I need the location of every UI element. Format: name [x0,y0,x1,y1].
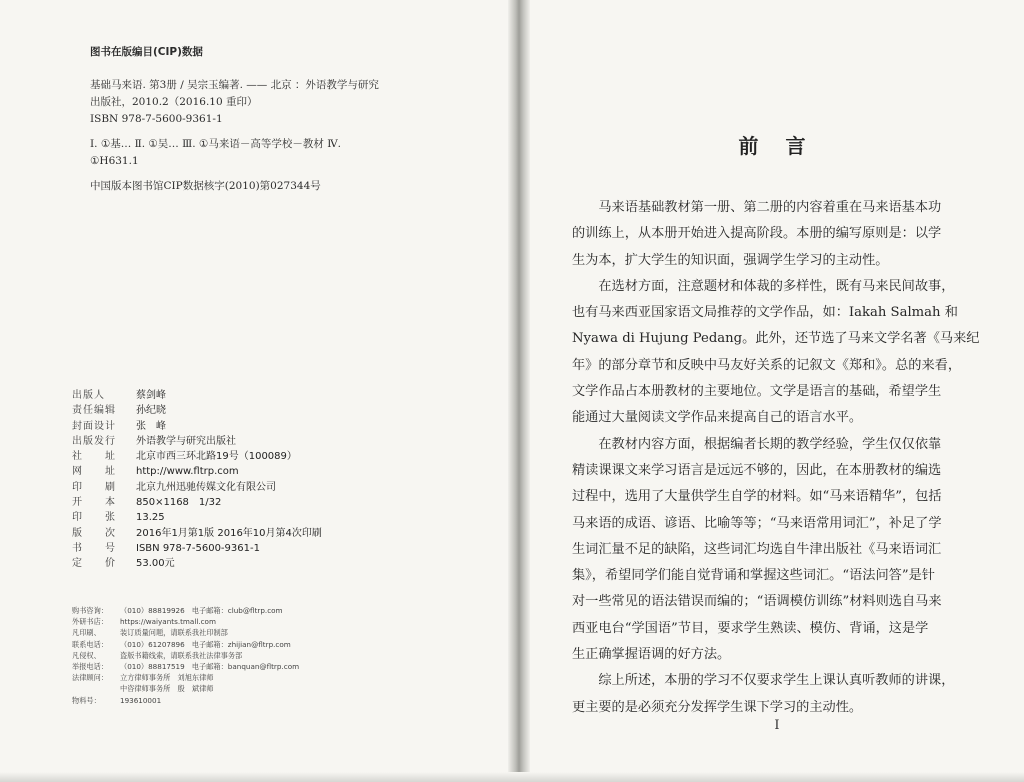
credit-value: 北京市西三环北路19号（100089） [136,451,297,463]
contact-value: （010）88817519 电子邮箱：banquan@fltrp.com [120,662,300,672]
credit-label: 出版人 [72,390,105,401]
cip-entry [90,77,420,128]
credit-label: 定 价 [72,558,116,570]
credit-value: 850×1168 1/32 [136,497,222,509]
credit-label: 社 址 [72,451,116,463]
cip-classification [90,136,420,170]
contact-label: 法律顾问： [72,673,108,683]
cip-block [90,44,420,195]
contact-row [72,661,452,672]
preface-line: 精读课课文来学习语言是远远不够的，因此，在本册教材的编选 [572,462,942,478]
contact-label: 外研书店： [72,617,108,627]
contact-label: 联系电话： [72,639,108,649]
credit-row [72,419,452,434]
preface-line: 文学作品占本册教材的主要地位。文学是语言的基础，希望学生 [572,384,942,400]
credit-label: 责任编辑 [72,405,116,417]
credit-row [72,449,452,464]
credit-label: 版 次 [72,527,116,539]
page-bottom-edge [0,772,1024,782]
credit-value: ISBN 978-7-5600-9361-1 [136,542,260,554]
contact-label: 凡印刷、 [72,628,101,638]
contact-row [72,616,452,627]
preface-line: 在教材内容方面，根据编者长期的教学经验，学生仅仅依靠 [572,436,942,452]
credit-row [72,403,452,418]
preface-title: 前 言 [738,134,816,158]
credit-value: 北京九州迅驰传媒文化有限公司 [136,481,276,493]
credit-label: 书 号 [72,542,116,554]
preface-body [572,195,997,721]
preface-line: 马来语的成语、谚语、比喻等等；“马来语常用词汇”，补足了学 [572,515,942,531]
contact-value: （010）88819926 电子邮箱：club@fltrp.com [120,606,283,615]
contact-value: https://waiyants.tmall.com [120,617,216,627]
book-gutter [508,0,530,782]
credit-row [72,434,452,449]
preface-line: 生正确掌握语调的好方法。 [572,647,731,663]
cip-title: 图书在版编目(CIP)数据 [90,46,203,58]
credit-row [72,541,452,556]
preface-line: 生为本，扩大学生的知识面，强调学生学习的主动性。 [572,252,889,268]
contact-value: 装订质量问题，请联系我社印制部 [120,628,228,638]
preface-line: 更主要的是必须充分发挥学生课下学习的主动性。 [572,699,863,715]
cip-approval: 中国版本图书馆CIP数据核字(2010)第027344号 [90,180,321,192]
credit-row [72,495,452,510]
preface-line: 对一些常见的语法错误而编的；“语调模仿训练”材料则选自马来 [572,594,942,610]
contact-value: 193610001 [120,695,162,705]
preface-line: Nyawa di Hujung Pedang。此外，还节选了马来文学名著《马来纪 [572,331,980,347]
contact-value: 中咨律师事务所 殷 斌律师 [120,684,214,694]
classification-line: ①H631.1 [90,155,139,167]
preface-line: 马来语基础教材第一册、第二册的内容着重在马来语基本功 [572,200,942,215]
contact-row [72,683,452,694]
credit-value: 53.00元 [136,558,175,570]
credit-label: 网 址 [72,466,116,478]
contact-row [72,639,452,650]
page-number: I [774,718,780,733]
contact-label: 购书咨询： [72,606,108,615]
credit-label: 印 刷 [72,481,116,493]
contact-label: 凡侵权、 [72,650,101,660]
contact-value: （010）61207896 电子邮箱：zhijian@fltrp.com [120,639,291,649]
contact-row [72,605,452,616]
credit-row [72,480,452,495]
contact-value: 盗版书籍线索，请联系我社法律事务部 [120,650,243,660]
credit-row [72,388,452,403]
credit-row [72,510,452,525]
classification-line: Ⅰ. ①基… Ⅱ. ①吴… Ⅲ. ①马来语－高等学校－教材 Ⅳ. [90,138,342,150]
cip-line: 出版社，2010.2（2016.10 重印） [90,96,258,108]
credit-row [72,556,452,571]
contact-list [72,605,452,706]
credits-list [72,388,452,572]
credit-row [72,526,452,541]
preface-line: 也有马来西亚国家语文局推荐的文学作品，如：Iakah Salmah 和 [572,305,958,321]
credit-value: 张 峰 [136,420,166,432]
preface-page [530,0,1024,782]
contact-label [72,683,120,694]
credit-value: 外语教学与研究出版社 [136,435,236,447]
contact-row [72,695,452,706]
cip-line: ISBN 978-7-5600-9361-1 [90,113,223,125]
preface-line: 在选材方面，注意题材和体裁的多样性，既有马来民间故事， [572,278,955,294]
contact-label: 物料号： [72,695,101,705]
preface-line: 集》，希望同学们能自觉背诵和掌握这些词汇。“语法问答”是针 [572,568,935,584]
credit-value: 孙纪晓 [136,405,166,417]
credit-label: 印 张 [72,512,116,524]
preface-line: 过程中，选用了大量供学生自学的材料。如“马来语精华”，包括 [572,489,942,505]
preface-line: 生词汇量不足的缺陷，这些词汇均选自牛津出版社《马来语词汇 [572,541,942,557]
contact-row [72,672,452,683]
preface-line: 西亚电台“学国语”节目，要求学生熟读、模仿、背诵，这是学 [572,620,929,636]
copyright-page [0,0,508,782]
credit-label: 开 本 [72,497,116,509]
credit-value: 13.25 [136,512,165,524]
contact-row [72,627,452,638]
credit-row [72,464,452,479]
credit-value: 2016年1月第1版 2016年10月第4次印刷 [136,527,322,539]
cip-line: 基础马来语. 第3册 / 吴宗玉编著. —— 北京 ：外语教学与研究 [90,79,379,91]
preface-line: 能通过大量阅读文学作品来提高自己的语言水平。 [572,410,863,426]
preface-line: 的训练上，从本册开始进入提高阶段。本册的编写原则是：以学 [572,226,942,242]
credit-value: 蔡剑峰 [136,390,166,401]
credit-label: 出版发行 [72,435,116,447]
preface-line: 综上所述，本册的学习不仅要求学生上课认真听教师的讲课， [572,673,955,689]
contact-row [72,650,452,661]
credit-value: http://www.fltrp.com [136,466,239,478]
contact-value: 立方律师事务所 刘旭东律师 [120,673,214,683]
credit-label: 封面设计 [72,420,116,432]
contact-label: 举报电话： [72,662,108,672]
preface-line: 年》的部分章节和反映中马友好关系的记叙文《郑和》。总的来看， [572,357,962,373]
